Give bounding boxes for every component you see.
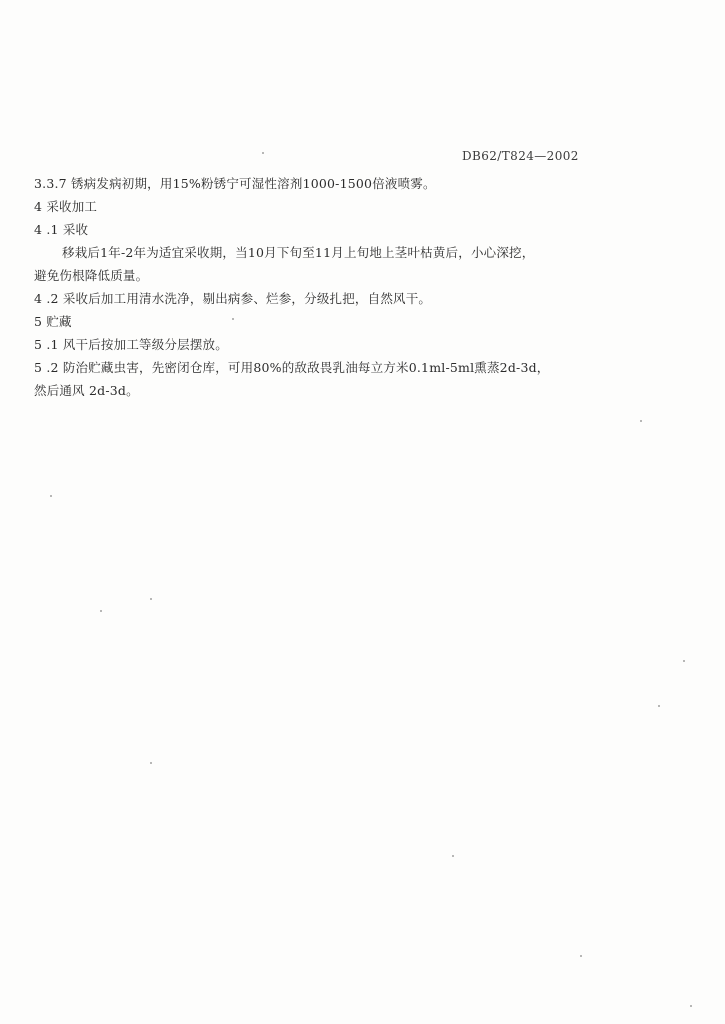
section-4-heading: 4 采收加工 — [34, 199, 98, 214]
section-5-2-text-line-2: 然后通风 2d-3d。 — [34, 383, 139, 398]
scan-speck — [100, 610, 102, 612]
section-4-1-heading: 4 .1 采收 — [34, 222, 89, 237]
section-5-2-text-line-1: 5 .2 防治贮藏虫害，先密闭仓库，可用80%的敌敌畏乳油每立方米0.1ml-5ml熏蒸2d-3d， — [34, 360, 550, 375]
scan-speck — [658, 705, 660, 707]
scan-speck — [50, 495, 52, 497]
section-4-1-text-line-2: 避免伤根降低质量。 — [34, 268, 149, 283]
scan-speck — [150, 598, 152, 600]
scan-speck — [150, 762, 152, 764]
scan-speck — [262, 152, 264, 154]
section-5-1-text: 5 .1 风干后按加工等级分层摆放。 — [34, 337, 228, 352]
section-4-1-text-line-1: 移栽后1年-2年为适宜采收期，当10月下旬至11月上旬地上茎叶枯黄后，小心深挖， — [62, 245, 535, 260]
item-3-3-7-text: 3.3.7 锈病发病初期，用15%粉锈宁可湿性溶剂1000-1500倍液喷雾。 — [34, 176, 436, 191]
scan-speck — [580, 955, 582, 957]
scan-speck — [690, 1005, 692, 1007]
scan-speck — [452, 855, 454, 857]
section-5-heading: 5 贮藏 — [34, 314, 72, 329]
section-4-2-text: 4 .2 采收后加工用清水洗净，剔出病参、烂参，分级扎把，自然风干。 — [34, 291, 432, 306]
scan-speck — [683, 660, 685, 662]
scan-speck — [232, 318, 234, 320]
document-code: DB62/T824—2002 — [462, 149, 579, 163]
scan-speck — [640, 420, 642, 422]
